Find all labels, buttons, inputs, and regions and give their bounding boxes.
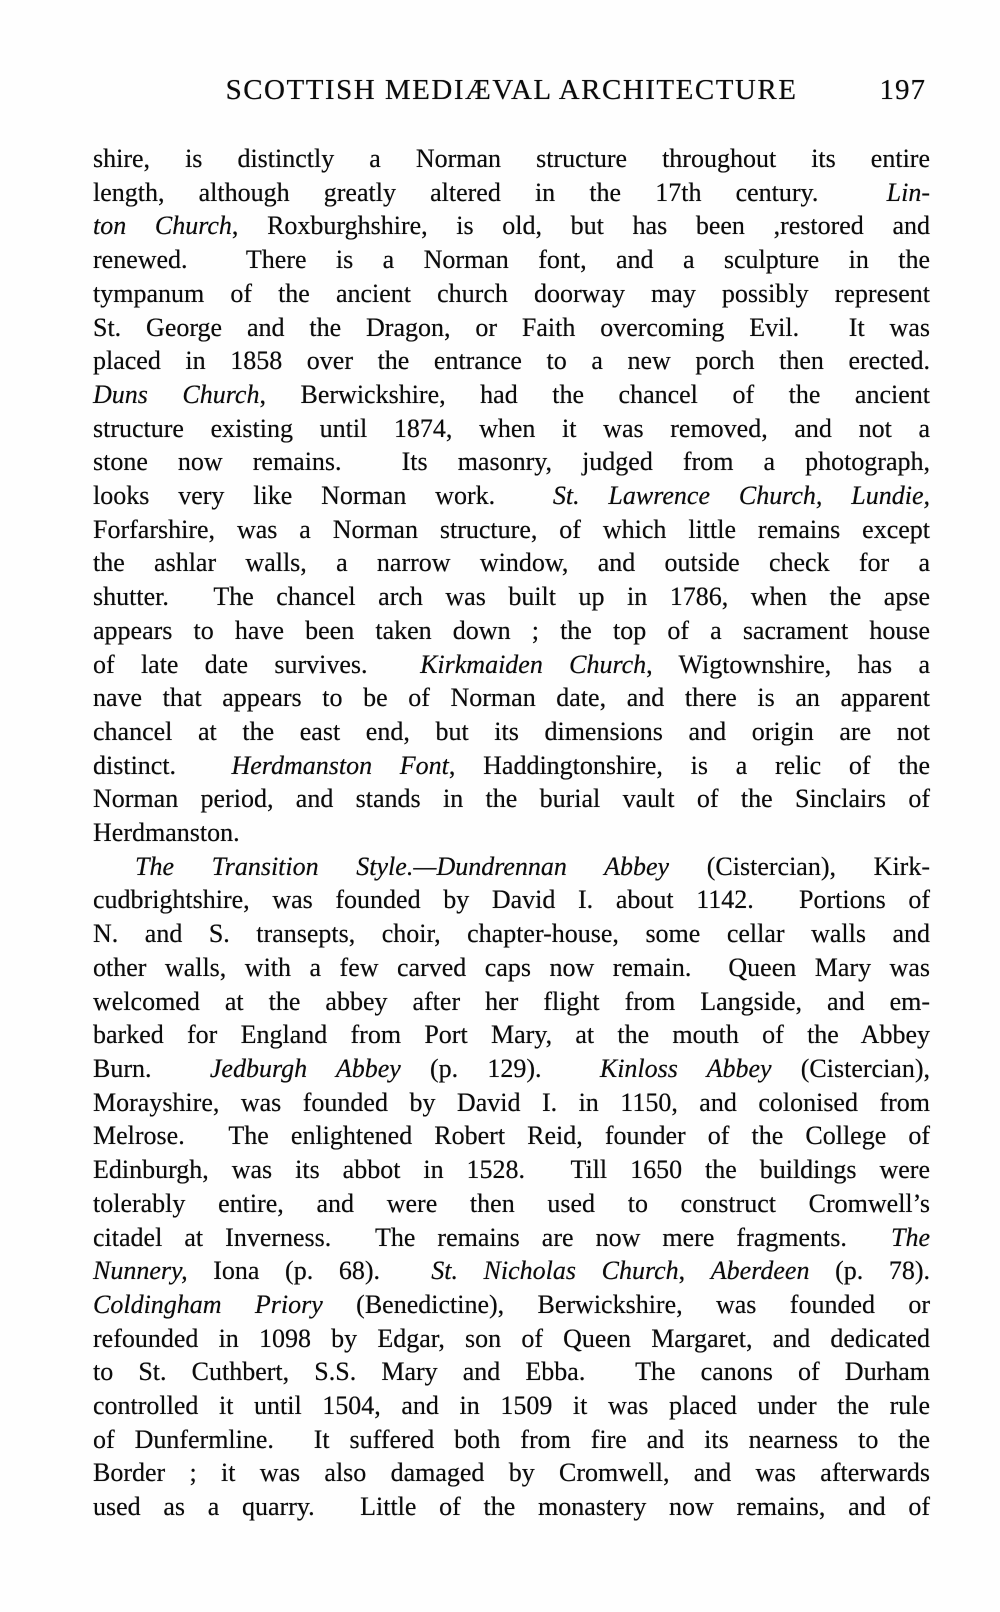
text-line	[93, 1389, 930, 1423]
text-segment: barked for England from Port Mary, at the mouth of the Abbey	[93, 1020, 930, 1050]
text-line	[93, 1153, 930, 1187]
text-line	[93, 344, 930, 378]
text-line	[93, 883, 930, 917]
text-segment: to St. Cuthbert, S.S. Mary and Ebba. The canons of Durham	[93, 1357, 930, 1387]
text-segment: Edinburgh, was its abbot in 1528. Till 1650 the buildings were	[93, 1155, 930, 1185]
text-segment: Morayshire, was founded by David I. in 1150, and colonised from	[93, 1087, 930, 1117]
text-segment: nave that appears to be of Norman date, and there is an apparent	[93, 683, 930, 713]
text-segment: looks very like Norman work.	[93, 481, 553, 511]
text-line	[93, 546, 930, 580]
page-title: SCOTTISH MEDIÆVAL ARCHITECTURE	[225, 74, 798, 106]
text-line	[93, 1119, 930, 1153]
text-segment: controlled it until 1504, and in 1509 it was placed under the rule	[93, 1391, 930, 1421]
text-line	[93, 951, 930, 985]
text-segment: stone now remains. Its masonry, judged from a photograph,	[93, 447, 930, 477]
text-segment: Norman period, and stands in the burial vault of the Sinclairs of	[93, 784, 930, 814]
text-line	[93, 311, 930, 345]
text-line	[93, 648, 930, 682]
text-line	[93, 1221, 930, 1255]
text-segment: placed in 1858 over the entrance to a new porch then erected.	[93, 346, 930, 376]
text-segment: tympanum of the ancient church doorway may possibly represent	[93, 278, 930, 308]
text-line	[93, 1086, 930, 1120]
text-line	[93, 378, 930, 412]
text-segment: welcomed at the abbey after her flight from Langside, and em-	[93, 986, 930, 1016]
text-segment: distinct.	[93, 750, 232, 780]
text-line	[93, 176, 930, 210]
text-line	[93, 985, 930, 1019]
text-segment: cudbrightshire, was founded by David I. about 1142. Portions of	[93, 885, 930, 915]
text-segment: ,	[678, 1256, 711, 1286]
text-segment: other walls, with a few carved caps now remain. Queen Mary was	[93, 952, 930, 982]
italic-text-segment: Kirkmaiden Church	[420, 649, 647, 679]
text-line	[93, 1018, 930, 1052]
text-segment: St. George and the Dragon, or Faith overcoming Evil. It was	[93, 312, 930, 342]
text-line	[93, 1052, 930, 1086]
text-line	[93, 142, 930, 176]
text-segment: , Roxburghshire, is old, but has been ,restored and	[231, 211, 930, 241]
text-line	[93, 1322, 930, 1356]
italic-text-segment: St. Nicholas Church	[431, 1256, 679, 1286]
text-line	[93, 715, 930, 749]
text-line	[93, 1456, 930, 1490]
text-line	[93, 479, 930, 513]
text-segment: length, although greatly altered in the 17th century.	[93, 177, 887, 207]
text-segment: (p. 78).	[809, 1256, 931, 1286]
italic-text-segment: Aberdeen	[710, 1256, 810, 1286]
text-segment: shire, is distinctly a Norman structure throughout its entire	[93, 144, 930, 173]
text-line	[93, 209, 930, 243]
italic-text-segment: The	[891, 1222, 930, 1252]
text-segment: structure existing until 1874, when it was removed, and not a	[93, 413, 930, 443]
text-segment: of late date survives.	[93, 649, 421, 679]
italic-text-segment: Kinloss Abbey	[599, 1053, 772, 1083]
text-segment: Forfarshire, was a Norman structure, of which little remains except	[93, 514, 930, 544]
text-segment: Melrose. The enlightened Robert Reid, founder of the College of	[93, 1121, 930, 1151]
text-line	[93, 1254, 930, 1288]
text-segment: appears to have been taken down ; the top of a sacrament house	[93, 615, 930, 645]
text-segment: shutter. The chancel arch was built up in 1786, when the apse	[93, 582, 930, 612]
text-segment: used as a quarry. Little of the monastery now remains, and of	[93, 1492, 930, 1522]
text-segment: (Cistercian),	[771, 1053, 930, 1083]
text-segment: , Wigtownshire, has a	[646, 649, 930, 679]
text-segment: Herdmanston.	[93, 818, 240, 848]
page-number: 197	[879, 74, 926, 106]
italic-text-segment: ton Church	[93, 211, 232, 241]
text-line	[93, 277, 930, 311]
text-line	[93, 850, 930, 884]
text-line	[93, 1490, 930, 1524]
italic-text-segment: Jedburgh Abbey	[209, 1053, 401, 1083]
text-line	[93, 580, 930, 614]
text-line	[93, 1423, 930, 1457]
italic-text-segment: The Transition Style.—Dundrennan Abbey	[135, 851, 670, 881]
italic-text-segment: Coldingham Priory	[93, 1289, 323, 1319]
text-segment: refounded in 1098 by Edgar, son of Queen Margaret, and dedicated	[93, 1323, 930, 1353]
text-segment: Border ; it was also damaged by Cromwell, and was afterwards	[93, 1458, 930, 1488]
text-segment: chancel at the east end, but its dimensions and origin are not	[93, 716, 930, 746]
text-segment: of Dunfermline. It suffered both from fire and its nearness to the	[93, 1424, 930, 1454]
italic-text-segment: Lin-	[886, 177, 930, 207]
text-segment: , Berwickshire, had the chancel of the ancient	[259, 379, 930, 409]
page-body	[93, 142, 930, 1524]
italic-text-segment: Nunnery,	[93, 1256, 188, 1286]
text-line	[93, 1355, 930, 1389]
text-segment: (Cistercian), Kirk-	[669, 851, 930, 881]
text-line	[93, 1288, 930, 1322]
text-line	[93, 782, 930, 816]
running-header	[93, 74, 930, 114]
text-segment: , Haddingtonshire, is a relic of the	[448, 750, 930, 780]
text-segment: citadel at Inverness. The remains are now mere fragments.	[93, 1222, 891, 1252]
text-line	[93, 243, 930, 277]
text-line	[93, 917, 930, 951]
text-line	[93, 513, 930, 547]
text-line	[93, 681, 930, 715]
text-segment: Burn.	[93, 1053, 210, 1083]
text-line	[93, 816, 930, 850]
text-segment: tolerably entire, and were then used to construct Cromwell’s	[93, 1188, 930, 1218]
italic-text-segment: St. Lawrence Church, Lundie,	[552, 481, 930, 511]
italic-text-segment: Herdmanston Font	[231, 750, 449, 780]
text-segment: the ashlar walls, a narrow window, and outside check for a	[93, 548, 930, 578]
text-segment: renewed. There is a Norman font, and a sculpture in the	[93, 245, 930, 275]
text-line	[93, 614, 930, 648]
text-segment: (p. 129).	[400, 1053, 600, 1083]
text-line	[93, 445, 930, 479]
text-segment: N. and S. transepts, choir, chapter-house, some cellar walls and	[93, 919, 930, 949]
text-segment: (Benedictine), Berwickshire, was founded or	[322, 1289, 930, 1319]
text-line	[93, 412, 930, 446]
italic-text-segment: Duns Church	[93, 379, 260, 409]
text-line	[93, 749, 930, 783]
text-segment: Iona (p. 68).	[187, 1256, 432, 1286]
text-line	[93, 1187, 930, 1221]
